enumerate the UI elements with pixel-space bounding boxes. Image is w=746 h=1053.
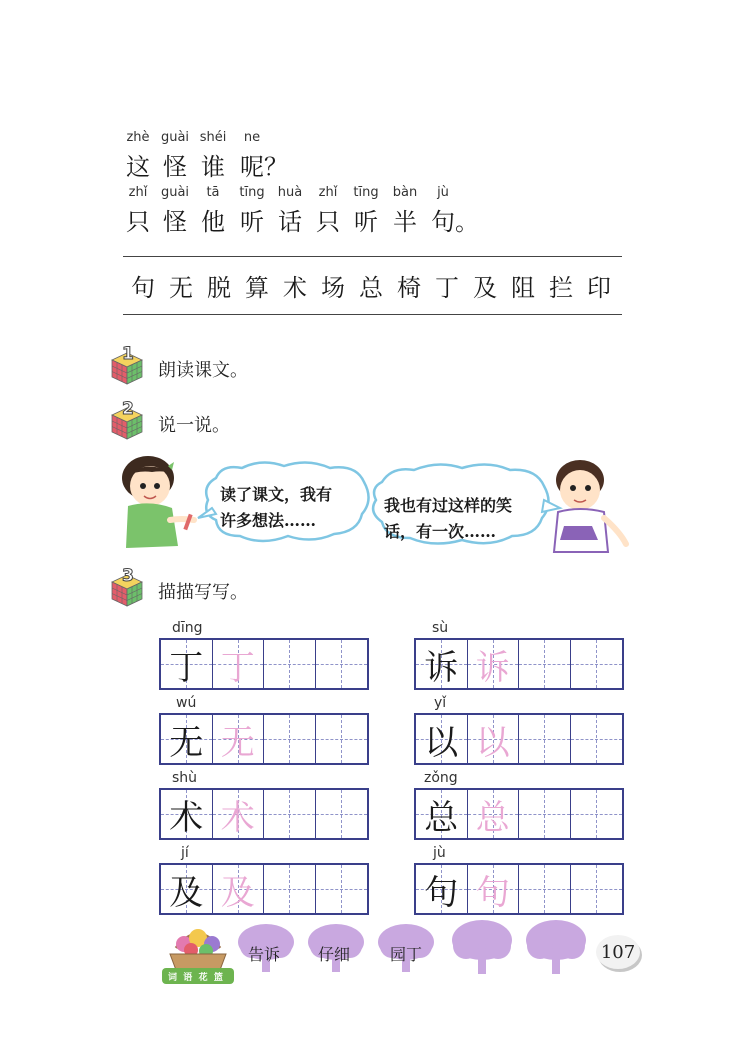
hanzi: 半 — [393, 208, 417, 236]
trace-char: 术 — [220, 797, 255, 838]
hanzi: 怪 — [163, 153, 187, 181]
basket-label-char: 篮 — [213, 973, 223, 983]
hanzi: 句。 — [431, 208, 479, 236]
boy-figure — [554, 460, 626, 552]
pinyin: zhè — [126, 130, 150, 145]
bubble-line: 我也有过这样的笑 — [384, 496, 513, 515]
trace-char: 总 — [475, 797, 510, 838]
grid-pinyin: shù — [172, 770, 198, 786]
new-char: 算 — [245, 274, 269, 302]
grid-pinyin: sù — [432, 620, 449, 636]
bubble-line: 许多想法…… — [220, 511, 317, 530]
grid-pinyin: zǒng — [424, 770, 458, 786]
trace-char: 以 — [475, 722, 510, 763]
poem-line1 — [0, 147, 746, 183]
writing-box[interactable] — [414, 713, 624, 765]
blank-cell[interactable] — [519, 865, 571, 913]
hanzi: 只 — [126, 208, 150, 236]
tree-icon — [526, 920, 586, 974]
trace-char: 无 — [220, 722, 255, 763]
new-char: 脱 — [207, 274, 231, 302]
boy-speech-bubble — [384, 493, 512, 545]
grid-pinyin: wú — [176, 695, 197, 711]
new-char: 场 — [321, 274, 345, 302]
exercise-number: 2 — [122, 399, 134, 419]
poem-line2 — [0, 202, 746, 238]
grid-pinyin: jù — [433, 845, 446, 861]
model-char: 以 — [424, 722, 459, 763]
hanzi: 听 — [354, 208, 378, 236]
trace-char: 丁 — [220, 647, 255, 688]
pinyin: guài — [160, 185, 190, 200]
blank-cell[interactable] — [571, 865, 623, 913]
trace-char: 诉 — [475, 647, 510, 688]
hanzi: 谁 — [201, 153, 225, 181]
dialogue-illustration — [112, 456, 632, 560]
new-char: 无 — [169, 274, 193, 302]
model-char: 术 — [169, 797, 204, 838]
writing-box[interactable] — [159, 713, 369, 765]
new-char: 术 — [283, 274, 307, 302]
pinyin: huà — [277, 185, 303, 200]
new-char: 拦 — [549, 274, 573, 302]
blank-cell[interactable] — [264, 865, 316, 913]
writing-box[interactable] — [414, 788, 624, 840]
model-char: 诉 — [424, 647, 459, 688]
new-characters-row — [123, 268, 622, 308]
blank-cell[interactable] — [571, 715, 623, 763]
bubble-line: 读了课文，我有 — [220, 485, 333, 504]
blank-cell[interactable] — [519, 790, 571, 838]
grid-pinyin: jí — [181, 845, 189, 861]
writing-box[interactable] — [159, 863, 369, 915]
new-char: 句 — [131, 274, 155, 302]
divider-bottom — [123, 314, 622, 315]
model-char: 总 — [424, 797, 459, 838]
blank-cell[interactable] — [519, 715, 571, 763]
basket-label-char: 花 — [198, 973, 208, 983]
blank-cell[interactable] — [316, 790, 368, 838]
blank-cell[interactable] — [316, 640, 368, 688]
trace-char: 句 — [475, 872, 510, 913]
hanzi: 听 — [240, 208, 264, 236]
exercise-text: 描描写写。 — [158, 582, 248, 603]
model-char: 丁 — [169, 647, 204, 688]
basket-label-char: 词 — [168, 973, 178, 983]
new-char: 丁 — [435, 274, 459, 302]
new-char: 椅 — [397, 274, 421, 302]
basket-word: 园丁 — [390, 945, 423, 964]
pinyin: tā — [206, 185, 220, 200]
blank-cell[interactable] — [316, 865, 368, 913]
pinyin: zhǐ — [318, 185, 338, 200]
trace-char: 及 — [220, 872, 255, 913]
blank-cell[interactable] — [571, 640, 623, 688]
hanzi: 这 — [126, 153, 150, 181]
model-char: 句 — [424, 872, 459, 913]
hanzi: 话 — [278, 208, 302, 236]
page-number: 107 — [596, 935, 640, 969]
hanzi: 怪 — [163, 208, 187, 236]
hanzi: 只 — [316, 208, 340, 236]
basket-label — [168, 970, 223, 983]
divider-top — [123, 256, 622, 257]
exercise-text: 朗读课文。 — [158, 360, 248, 381]
exercise-text: 说一说。 — [158, 415, 230, 436]
blank-cell[interactable] — [519, 640, 571, 688]
exercise-number: 1 — [122, 344, 134, 364]
hanzi: 他 — [201, 208, 225, 236]
new-char: 及 — [473, 274, 497, 302]
pinyin: guài — [160, 130, 190, 145]
new-char: 阻 — [511, 274, 535, 302]
blank-cell[interactable] — [571, 790, 623, 838]
blank-cell[interactable] — [264, 640, 316, 688]
new-char: 印 — [587, 274, 611, 302]
writing-box[interactable] — [414, 863, 624, 915]
writing-box[interactable] — [159, 638, 369, 690]
model-char: 及 — [169, 872, 204, 913]
girl-speech-bubble — [220, 482, 332, 534]
pinyin: ne — [243, 130, 261, 145]
pinyin: zhǐ — [128, 185, 148, 200]
pinyin: shéi — [199, 130, 227, 145]
basket-word: 告诉 — [248, 945, 281, 964]
pinyin: tīng — [353, 185, 379, 200]
tree-icon — [452, 920, 512, 974]
basket-word: 仔细 — [318, 945, 351, 964]
blank-cell[interactable] — [264, 790, 316, 838]
writing-box[interactable] — [159, 788, 369, 840]
pinyin: bàn — [392, 185, 418, 200]
grid-pinyin: dīng — [172, 620, 203, 636]
basket-label-char: 语 — [183, 973, 193, 983]
pinyin: jù — [437, 185, 449, 200]
model-char: 无 — [169, 722, 204, 763]
grid-pinyin: yǐ — [434, 695, 447, 711]
writing-box[interactable] — [414, 638, 624, 690]
exercise-number: 3 — [122, 566, 134, 586]
blank-cell[interactable] — [316, 715, 368, 763]
girl-figure — [122, 456, 194, 548]
hanzi: 呢？ — [240, 153, 288, 181]
bubble-line: 话，有一次…… — [384, 522, 497, 541]
new-char: 总 — [359, 274, 383, 302]
pinyin: tīng — [239, 185, 265, 200]
blank-cell[interactable] — [264, 715, 316, 763]
